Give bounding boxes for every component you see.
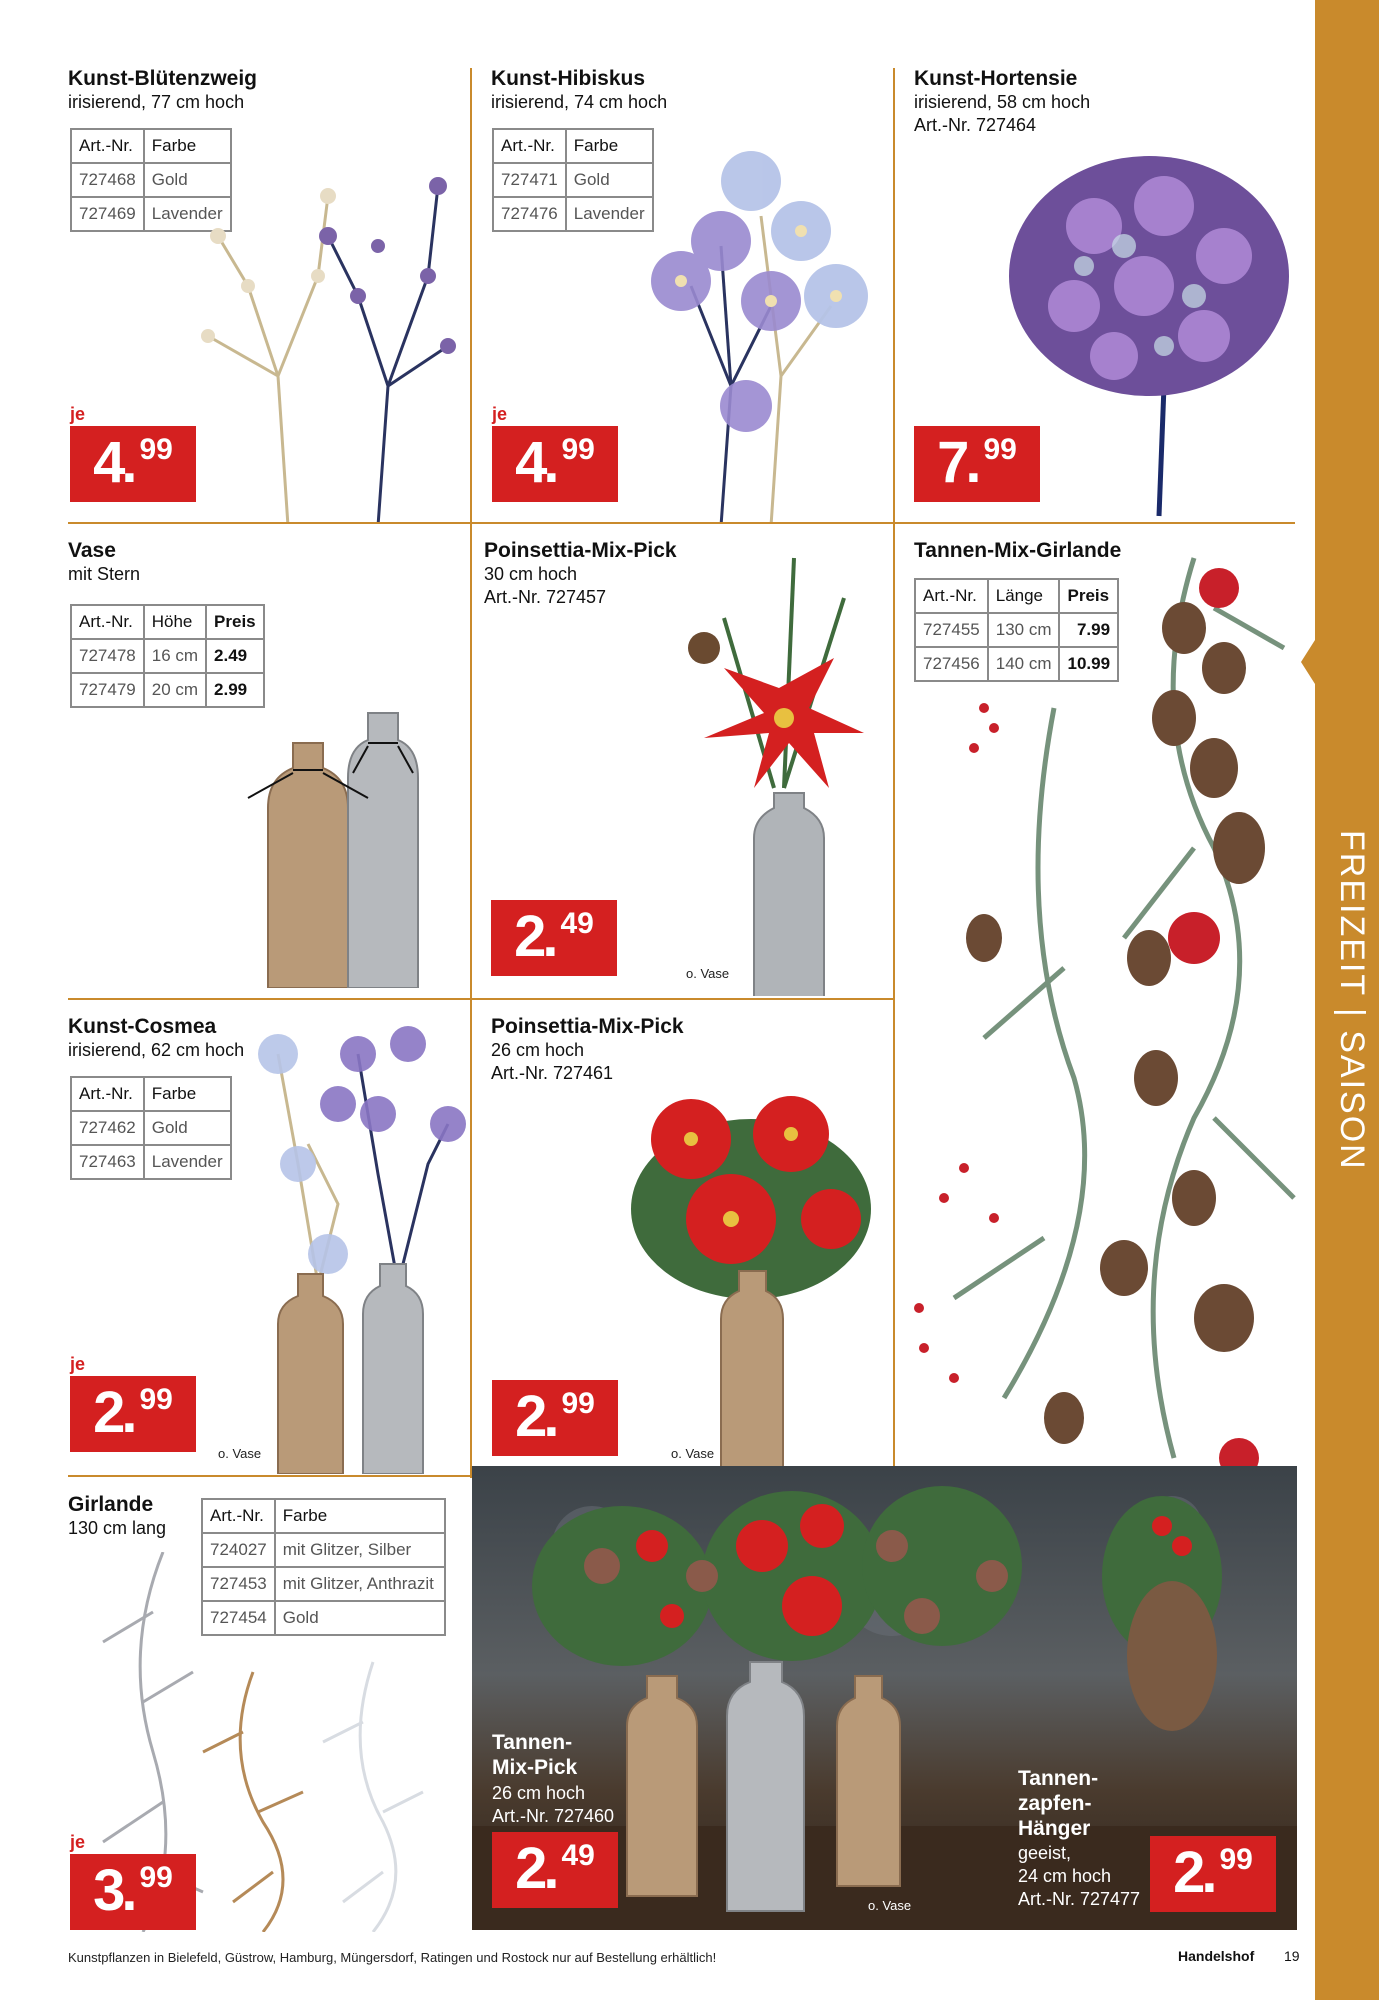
table-cell: Gold: [275, 1601, 445, 1635]
table-cell: Lavender: [144, 1145, 231, 1179]
product-subtitle: 26 cm hoch: [492, 1783, 586, 1803]
table-cell: 7.99: [1059, 613, 1118, 647]
article-number: Art.-Nr. 727461: [491, 1063, 614, 1083]
title-line: Mix-Pick: [492, 1756, 578, 1779]
note-without-vase: o. Vase: [218, 1446, 262, 1461]
title-line: Tannen-: [1018, 1767, 1099, 1790]
product-subtitle: 26 cm hoch: [491, 1040, 585, 1060]
product-bluetenzweig: [68, 66, 468, 522]
col-header: Art.-Nr.: [71, 1077, 144, 1111]
note-without-vase: o. Vase: [671, 1446, 715, 1461]
product-vase: [68, 538, 468, 996]
table-cell: mit Glitzer, Anthrazit: [275, 1567, 445, 1601]
article-number: Art.-Nr. 727460: [492, 1806, 615, 1826]
price-cents: 99: [139, 1861, 173, 1894]
product-title: Girlande: [68, 1493, 154, 1516]
product-subtitle: [1018, 1842, 1140, 1911]
article-number: Art.-Nr. 727477: [1018, 1889, 1141, 1909]
cosmea-image: [258, 1024, 468, 1474]
price-tag: 2 . 99: [492, 1380, 618, 1456]
price-cents: 49: [560, 907, 594, 940]
price-euros: 2: [515, 1384, 546, 1449]
page-number: 19: [1284, 1948, 1300, 1964]
col-header: Art.-Nr.: [202, 1499, 275, 1533]
price-tag: 4 . 99: [492, 426, 618, 502]
table-cell: Gold: [566, 163, 653, 197]
price-euros: 2: [1173, 1840, 1204, 1905]
divider: [68, 1475, 472, 1477]
vases-image: [238, 698, 458, 988]
product-subtitle: irisierend, 77 cm hoch: [68, 92, 245, 112]
table-cell: 727455: [915, 613, 988, 647]
product-title: Kunst-Cosmea: [68, 1015, 217, 1038]
table-cell: 727478: [71, 639, 144, 673]
price-tag: 3 . 99: [70, 1854, 196, 1930]
col-header: Farbe: [275, 1499, 445, 1533]
price-tag: 2 . 99: [1150, 1836, 1276, 1912]
table-cell: 727479: [71, 673, 144, 707]
table-cell: 727469: [71, 197, 144, 231]
col-header: Art.-Nr.: [71, 129, 144, 163]
price-tag: 2 . 49: [492, 1832, 618, 1908]
product-hortensie: [914, 66, 1314, 522]
divider: [470, 68, 472, 1478]
product-title: Kunst-Blütenzweig: [68, 67, 257, 90]
divider: [893, 68, 895, 1468]
product-title: [1018, 1766, 1098, 1841]
table-cell: 140 cm: [988, 647, 1060, 681]
col-header: Preis: [1059, 579, 1118, 613]
table-cell: mit Glitzer, Silber: [275, 1533, 445, 1567]
table-cell: 727476: [493, 197, 566, 231]
product-title: [492, 1730, 577, 1780]
section-tab: [1315, 0, 1379, 2000]
product-subtitle: irisierend, 58 cm hoch: [914, 92, 1091, 112]
product-title: Kunst-Hortensie: [914, 67, 1078, 90]
table-cell: 727453: [202, 1567, 275, 1601]
product-subtitle: irisierend, 62 cm hoch: [68, 1040, 245, 1060]
col-header: Art.-Nr.: [915, 579, 988, 613]
table-cell: Gold: [144, 163, 231, 197]
product-subtitle: 30 cm hoch: [484, 564, 578, 584]
col-header: Farbe: [566, 129, 653, 163]
product-title: Poinsettia-Mix-Pick: [484, 539, 677, 562]
price-euros: 7: [937, 430, 968, 495]
price-tag: 7 . 99: [914, 426, 1040, 502]
table-cell: 727456: [915, 647, 988, 681]
subtitle-line: 24 cm hoch: [1018, 1866, 1112, 1886]
col-header: Art.-Nr.: [493, 129, 566, 163]
col-header: Farbe: [144, 1077, 231, 1111]
product-title: Vase: [68, 539, 116, 562]
poinsettia-image: [621, 1049, 881, 1469]
product-title: Poinsettia-Mix-Pick: [491, 1015, 684, 1038]
table-cell: 2.99: [206, 673, 264, 707]
product-subtitle: mit Stern: [68, 564, 141, 584]
hibiscus-image: [631, 136, 891, 522]
price-cents: 99: [139, 433, 173, 466]
price-euros: 3: [93, 1858, 124, 1923]
product-title: Kunst-Hibiskus: [491, 67, 646, 90]
photo-panel: [472, 1466, 1297, 1930]
table-cell: 130 cm: [988, 613, 1060, 647]
product-poinsettia-30: [484, 538, 892, 996]
price-euros: 2: [514, 904, 545, 969]
price-prefix: je: [492, 404, 508, 424]
product-poinsettia-26: [491, 1014, 891, 1474]
price-tag: 4 . 99: [70, 426, 196, 502]
table-cell: 10.99: [1059, 647, 1118, 681]
product-title: Tannen-Mix-Girlande: [914, 539, 1122, 562]
product-subtitle: 130 cm lang: [68, 1518, 167, 1538]
col-header: Preis: [206, 605, 264, 639]
price-euros: 2: [515, 1836, 546, 1901]
article-number: Art.-Nr. 727457: [484, 587, 607, 607]
table-cell: 724027: [202, 1533, 275, 1567]
product-tannen-girlande: [914, 538, 1312, 1468]
spec-table: [70, 1076, 232, 1180]
brand-name: Handelshof: [1178, 1948, 1255, 1964]
price-prefix: je: [70, 1832, 86, 1852]
price-tag: 2 . 49: [491, 900, 617, 976]
footer-note: Kunstpflanzen in Bielefeld, Güstrow, Hamburg, Müngersdorf, Ratingen und Rostock nur auf Bestellung erhältlich!: [68, 1950, 717, 1965]
table-cell: 727471: [493, 163, 566, 197]
price-cents: 99: [139, 1383, 173, 1416]
note-without-vase: o. Vase: [686, 966, 730, 981]
note-without-vase: o. Vase: [868, 1898, 912, 1913]
branch-image: [178, 126, 468, 522]
title-line: Hänger: [1018, 1817, 1091, 1840]
subtitle-line: geeist,: [1018, 1843, 1072, 1863]
price-cents: 99: [1219, 1843, 1253, 1876]
price-cents: 99: [983, 433, 1017, 466]
price-euros: 2: [93, 1380, 124, 1445]
divider: [68, 998, 894, 1000]
product-cosmea: [68, 1014, 468, 1474]
divider: [68, 522, 1295, 524]
col-header: Länge: [988, 579, 1060, 613]
price-cents: 49: [561, 1839, 595, 1872]
table-cell: 727462: [71, 1111, 144, 1145]
product-girlande: [68, 1492, 470, 1932]
product-subtitle: irisierend, 74 cm hoch: [491, 92, 668, 112]
price-cents: 99: [561, 1387, 595, 1420]
table-cell: 16 cm: [144, 639, 206, 673]
price-prefix: je: [70, 1354, 86, 1374]
col-header: Art.-Nr.: [71, 605, 144, 639]
price-euros: 4: [93, 430, 124, 495]
table-cell: Gold: [144, 1111, 231, 1145]
table-cell: 727454: [202, 1601, 275, 1635]
hydrangea-image: [1004, 136, 1304, 522]
table-cell: 727468: [71, 163, 144, 197]
title-line: zapfen-: [1018, 1792, 1092, 1815]
price-tag: 2 . 99: [70, 1376, 196, 1452]
price-euros: 4: [515, 430, 546, 495]
poinsettia-image: [664, 538, 874, 996]
col-header: Höhe: [144, 605, 206, 639]
article-number: Art.-Nr. 727464: [914, 115, 1037, 135]
table-cell: Lavender: [144, 197, 231, 231]
spec-table: [492, 128, 654, 232]
title-line: Tannen-: [492, 1731, 573, 1754]
table-cell: 2.49: [206, 639, 264, 673]
price-prefix: je: [70, 404, 86, 424]
garland-image: [914, 538, 1312, 1468]
table-cell: 20 cm: [144, 673, 206, 707]
product-hibiskus: [491, 66, 891, 522]
price-cents: 99: [561, 433, 595, 466]
col-header: Farbe: [144, 129, 231, 163]
spec-table: [70, 604, 265, 708]
table-cell: Lavender: [566, 197, 653, 231]
table-cell: 727463: [71, 1145, 144, 1179]
section-label: FREIZEIT | SAISON: [1333, 829, 1371, 1171]
